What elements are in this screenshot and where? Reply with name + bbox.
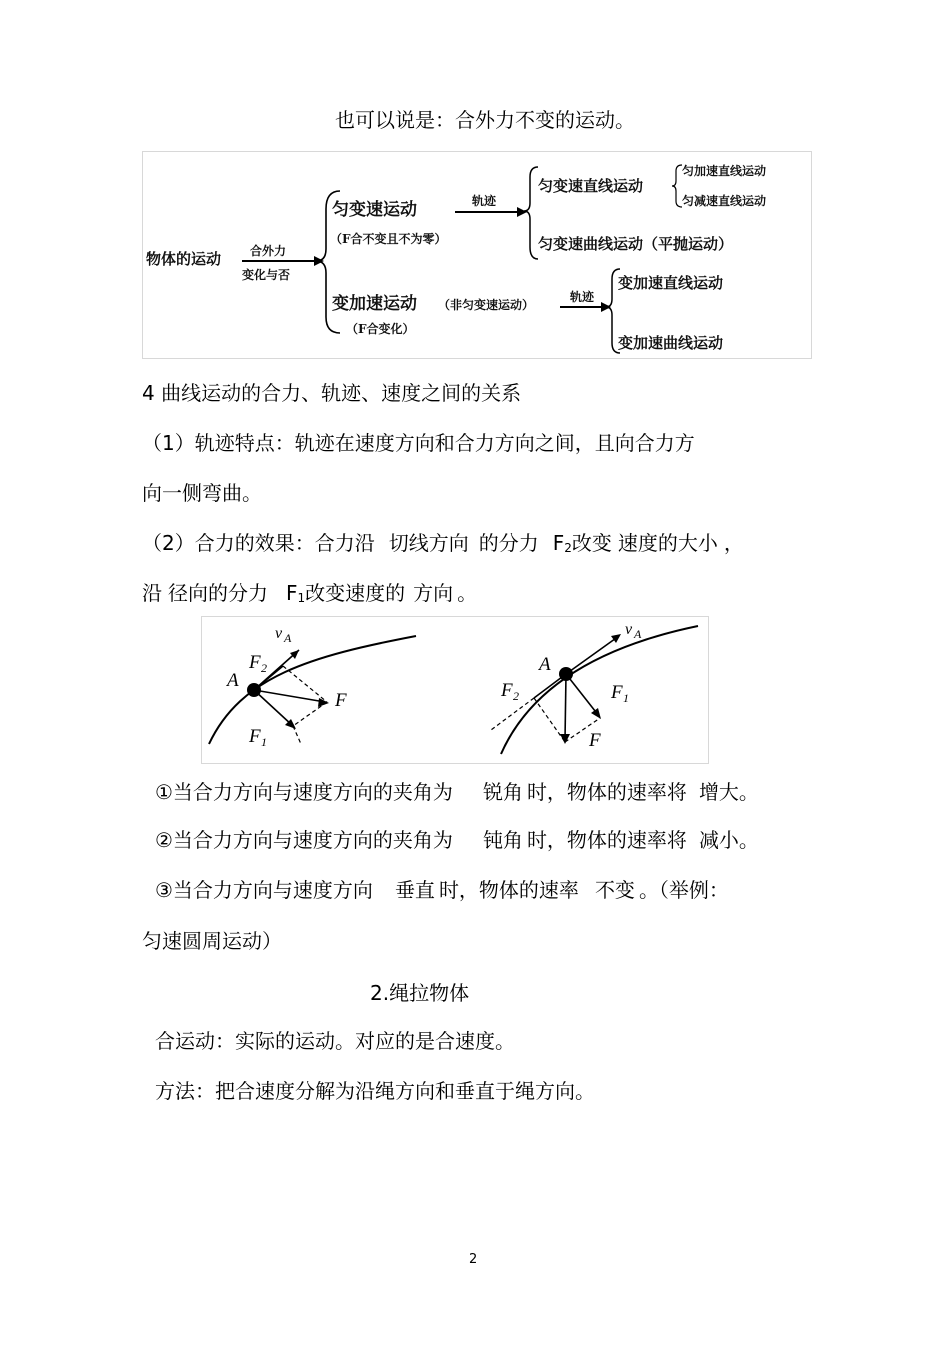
tree-root: 物体的运动 [146,250,222,268]
item3-c: 时，物体的速率 [438,878,579,902]
branch2-note2: （F合变化） [346,322,415,336]
item2 [155,828,759,852]
page-number: 2 [469,1252,478,1267]
item3-a: ③当合力方向与速度方向 [155,878,373,902]
branch1-label: 匀变速运动 [332,200,417,220]
motion-classification-diagram [142,151,812,359]
label-f-right: F [589,730,601,751]
p1-line2: 向一侧弯曲。 [142,481,262,505]
p2-j: 方向 [413,581,454,605]
p2-i: 改变速度的 [305,581,406,605]
section4-title: 4 曲线运动的合力、轨迹、速度之间的关系 [142,381,522,405]
item2-a: ②当合力方向与速度方向的夹角为 [155,828,453,852]
item1-b: 锐角 [482,780,523,804]
branch1-arrow-label: 轨迹 [472,194,497,208]
section2-title: 2.绳拉物体 [370,981,470,1005]
item2-c: 时，物体的速率将 [526,828,687,852]
item2-d: 减小。 [698,828,759,852]
p2-line1 [142,531,744,560]
f-arrow-right [565,674,566,740]
p2-k: 。 [457,581,478,605]
b2-leaf2: 变加速曲线运动 [618,334,724,352]
tree-root-arrow-top: 合外力 [250,244,287,258]
item3 [155,878,729,902]
p2-c: 的分力 [478,531,539,555]
item3-d: 不变 [594,878,635,902]
p2-d: 改变 [571,531,612,555]
p2-f1-sub: 1 [297,591,306,605]
branch2-label: 变加速运动 [332,294,417,314]
b1-leaf1: 匀变速直线运动 [538,177,644,195]
label-va-sub-right: A [634,627,642,641]
p2-b: 切线方向 [388,531,469,555]
label-va-sub-left: A [284,631,292,645]
label-f2-sub-right: 2 [513,689,519,703]
label-f1-sub-left: 1 [261,735,267,749]
item1-a: ①当合力方向与速度方向的夹角为 [155,780,453,804]
b1-leaf1-b: 匀减速直线运动 [682,194,767,208]
force-decomposition-figure [201,616,709,764]
p2-g: 沿 [142,581,162,605]
p2-f: ， [723,531,744,555]
p2-h: 径向的分力 [168,581,268,605]
item1-c: 时，物体的速率将 [526,780,687,804]
rope-line2: 方法：把合速度分解为沿绳方向和垂直于绳方向。 [155,1079,595,1103]
b2-leaf1: 变加速直线运动 [618,274,724,292]
tree-root-arrow-bottom: 变化与否 [242,268,291,282]
label-f-left: F [335,690,347,711]
b1-leaf2: 匀变速曲线运动（平抛运动） [538,235,734,253]
label-a-left: A [227,670,239,691]
label-f1-left: F [249,726,261,747]
label-va-left: v [275,625,283,642]
item1-d: 增大。 [698,780,759,804]
p2-f2-sub: 2 [564,541,572,555]
item2-b: 钝角 [482,828,523,852]
item3-line2: 匀速圆周运动） [142,929,282,953]
label-f1-sub-right: 1 [623,691,629,705]
label-f1-right: F [611,682,623,703]
label-f2-right: F [501,680,513,701]
label-a-right: A [539,654,551,675]
branch2-note: （非匀变速运动） [438,298,535,312]
p2-f1: F [286,581,298,605]
rope-line1: 合运动：实际的运动。对应的是合速度。 [155,1029,515,1053]
label-va-right: v [625,621,633,638]
item3-b: 垂直 [394,878,435,902]
p2-e: 速度的大小 [617,531,718,555]
label-f2-left: F [249,652,261,673]
item3-e: 。（举例： [638,878,729,902]
item1 [155,780,759,804]
branch1-note: （F合不变且不为零） [330,232,447,246]
b1-leaf1-a: 匀加速直线运动 [682,164,767,178]
intro-line: 也可以说是：合外力不变的运动。 [335,108,635,132]
p2-a: （2）合力的效果：合力沿 [142,531,375,555]
label-f2-sub-left: 2 [261,661,267,675]
branch2-arrow-label: 轨迹 [570,290,595,304]
p2-f2: F [552,531,565,555]
p1-line1: （1）轨迹特点：轨迹在速度方向和合力方向之间，且向合力方 [142,431,695,455]
p2-line2 [142,581,477,610]
